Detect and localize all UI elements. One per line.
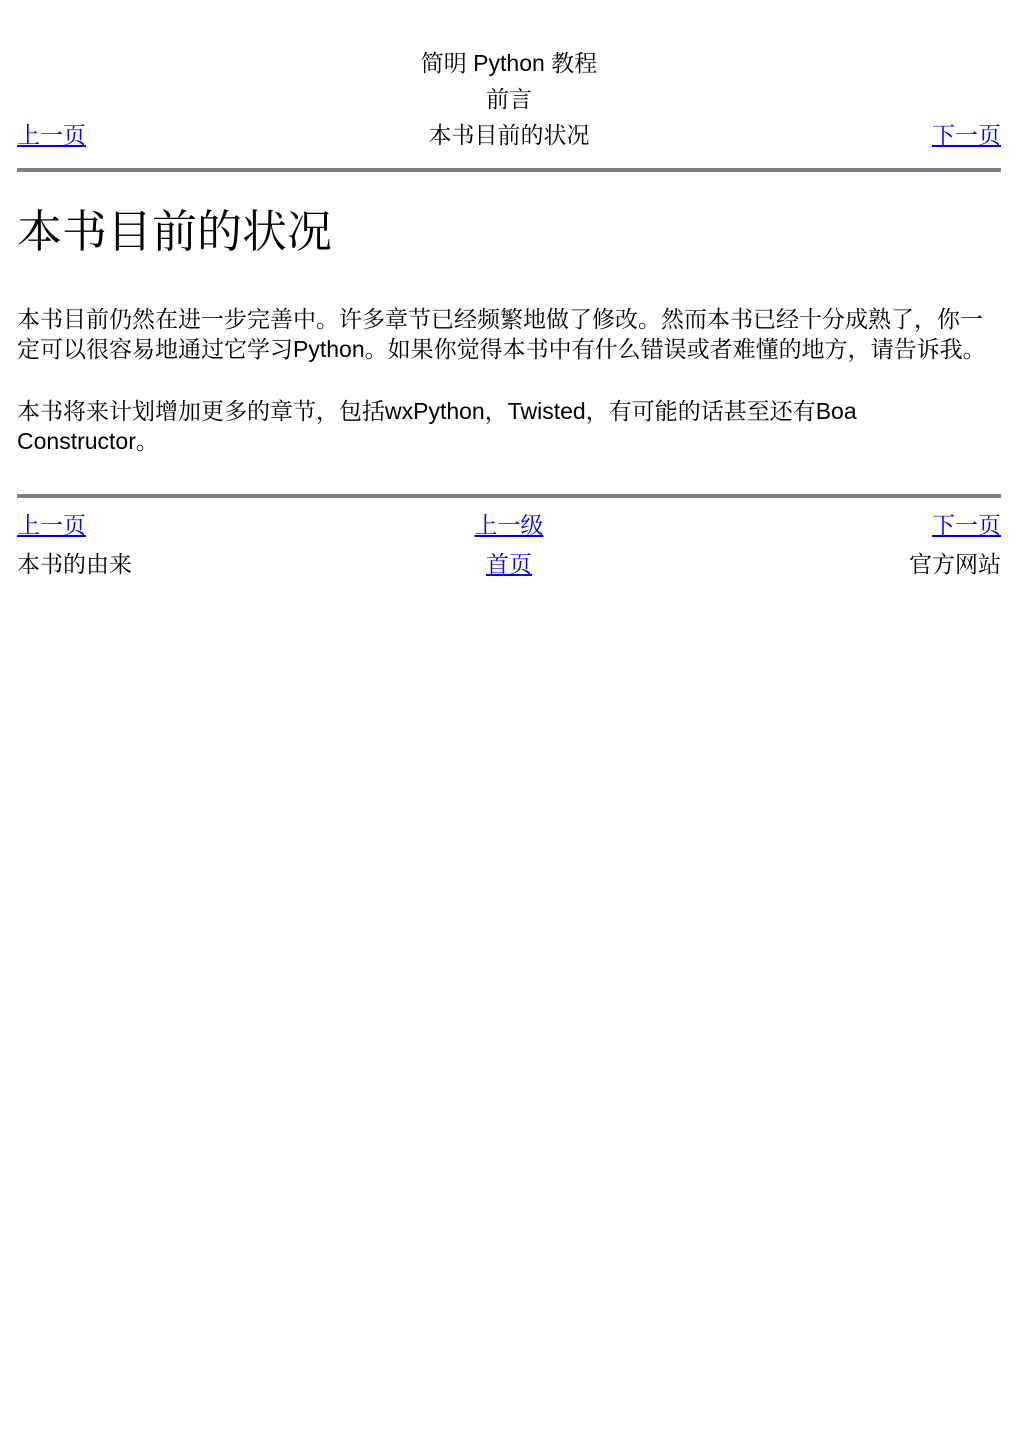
header-nav-row bbox=[17, 117, 1001, 153]
footer-up-link[interactable]: 上一级 bbox=[474, 512, 544, 538]
paragraph-future-plans: 本书将来计划增加更多的章节，包括wxPython，Twisted，有可能的话甚至还有Boa Constructor。 bbox=[17, 398, 857, 454]
home-link[interactable]: 首页 bbox=[486, 551, 532, 577]
footer-next-page-link[interactable]: 下一页 bbox=[932, 512, 1001, 538]
header-divider bbox=[17, 168, 1001, 172]
chapter-title: 前言 bbox=[486, 86, 532, 112]
footer-titles-row bbox=[17, 545, 1001, 584]
book-title: 简明 Python 教程 bbox=[420, 50, 598, 76]
prev-page-title: 本书的由来 bbox=[17, 551, 132, 577]
paragraph-status: 本书目前仍然在进一步完善中。许多章节已经频繁地做了修改。然而本书已经十分成熟了，你一定可以很容易地通过它学习Python。如果你觉得本书中有什么错误或者难懂的地方，请告诉我。 bbox=[17, 306, 986, 362]
footer-links-row bbox=[17, 506, 1001, 545]
next-page-link[interactable]: 下一页 bbox=[932, 122, 1001, 148]
document-page bbox=[0, 0, 1018, 584]
footer-divider bbox=[17, 494, 1001, 498]
prev-page-link[interactable]: 上一页 bbox=[17, 122, 86, 148]
nav-header bbox=[17, 0, 1001, 153]
footer-prev-page-link[interactable]: 上一页 bbox=[17, 512, 86, 538]
section-nav-title: 本书目前的状况 bbox=[428, 122, 590, 148]
content-area bbox=[17, 206, 1001, 456]
next-page-title: 官方网站 bbox=[909, 551, 1001, 577]
page-title: 本书目前的状况 bbox=[17, 206, 333, 257]
nav-footer bbox=[17, 494, 1001, 584]
